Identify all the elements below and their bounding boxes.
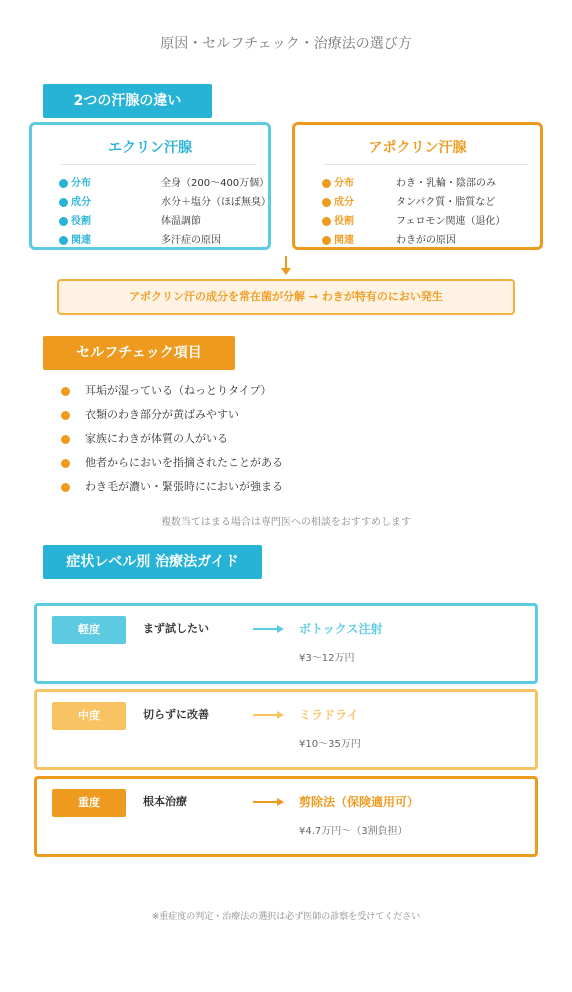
check-item-text: 他者からにおいを指摘されたことがある	[85, 456, 283, 469]
row-key: 分布	[71, 178, 91, 189]
bullet-dot	[59, 236, 68, 245]
level-need-label: まず試したい	[143, 622, 209, 635]
level-need-label: 根本治療	[143, 795, 187, 808]
bullet-dot	[322, 198, 331, 207]
treatment-name: ミラドライ	[299, 708, 359, 722]
row-value: わきがの原因	[396, 235, 456, 246]
arrow-down-icon	[279, 256, 293, 276]
apocrine-row-component	[322, 193, 537, 212]
bullet-dot	[61, 459, 70, 468]
row-key: 分布	[334, 178, 354, 189]
bullet-dot	[61, 387, 70, 396]
apocrine-card-title: アポクリン汗腺	[368, 140, 467, 156]
page-title: 原因・セルフチェック・治療法の選び方	[160, 36, 412, 52]
divider	[60, 164, 256, 165]
row-value: タンパク質・脂質など	[396, 197, 496, 208]
bullet-dot	[322, 179, 331, 188]
treatment-name: 剪除法（保険適用可）	[299, 795, 420, 809]
row-key: 成分	[71, 197, 91, 208]
treatment-level-mild	[34, 603, 538, 684]
eccrine-row-distribution	[59, 174, 269, 193]
eccrine-row-role	[59, 212, 269, 231]
row-key: 成分	[334, 197, 354, 208]
footer-note: ※重症度の判定・治療法の選択は必ず医師の診察を受けてください	[151, 912, 421, 922]
check-item-text: わき毛が濃い・緊張時ににおいが強まる	[85, 480, 283, 493]
eccrine-row-related	[59, 231, 269, 250]
row-value: フェロモン関連（退化）	[396, 216, 506, 227]
divider	[323, 164, 528, 165]
row-key: 役割	[71, 216, 91, 227]
apocrine-row-related	[322, 231, 537, 250]
section-heading-treatment-guide: 症状レベル別 治療法ガイド	[43, 545, 262, 579]
eccrine-card-title: エクリン汗腺	[108, 140, 192, 156]
row-value: 多汗症の原因	[161, 235, 221, 246]
apocrine-gland-card	[292, 122, 543, 250]
section-heading-gland-difference: 2つの汗腺の違い	[43, 84, 212, 118]
apocrine-row-role	[322, 212, 537, 231]
self-check-note: 複数当てはまる場合は専門医への相談をおすすめします	[160, 517, 412, 528]
check-item-text: 家族にわきが体質の人がいる	[85, 432, 228, 445]
eccrine-row-component	[59, 193, 269, 212]
severity-badge: 重度	[52, 789, 126, 817]
bullet-dot	[322, 236, 331, 245]
section-heading-self-check: セルフチェック項目	[43, 336, 235, 370]
treatment-level-moderate	[34, 689, 538, 770]
treatment-cost: ¥10〜35万円	[299, 739, 361, 750]
treatment-cost: ¥4.7万円〜（3割負担）	[299, 826, 408, 837]
arrow-right-icon	[253, 710, 285, 720]
arrow-right-icon	[253, 797, 285, 807]
treatment-name: ボトックス注射	[299, 622, 383, 636]
check-item-text: 耳垢が湿っている（ねっとりタイプ）	[85, 384, 272, 397]
arrow-right-icon	[253, 624, 285, 634]
treatment-cost: ¥3〜12万円	[299, 653, 355, 664]
bullet-dot	[59, 179, 68, 188]
check-item-text: 衣類のわき部分が黄ばみやすい	[85, 408, 239, 421]
bullet-dot	[61, 435, 70, 444]
apocrine-row-distribution	[322, 174, 537, 193]
level-need-label: 切らずに改善	[143, 708, 209, 721]
severity-badge: 中度	[52, 702, 126, 730]
odor-mechanism-callout: アポクリン汗の成分を常在菌が分解 → わきが特有のにおい発生	[57, 279, 515, 315]
eccrine-gland-card	[29, 122, 271, 250]
bullet-dot	[322, 217, 331, 226]
bullet-dot	[61, 483, 70, 492]
row-key: 関連	[334, 235, 354, 246]
bullet-dot	[59, 217, 68, 226]
row-value: わき・乳輪・陰部のみ	[396, 178, 496, 189]
treatment-level-severe	[34, 776, 538, 857]
row-value: 水分＋塩分（ほぼ無臭）	[161, 197, 271, 208]
row-key: 関連	[71, 235, 91, 246]
bullet-dot	[59, 198, 68, 207]
bullet-dot	[61, 411, 70, 420]
severity-badge: 軽度	[52, 616, 126, 644]
row-value: 全身（200〜400万個）	[161, 178, 270, 189]
row-value: 体温調節	[161, 216, 201, 227]
row-key: 役割	[334, 216, 354, 227]
